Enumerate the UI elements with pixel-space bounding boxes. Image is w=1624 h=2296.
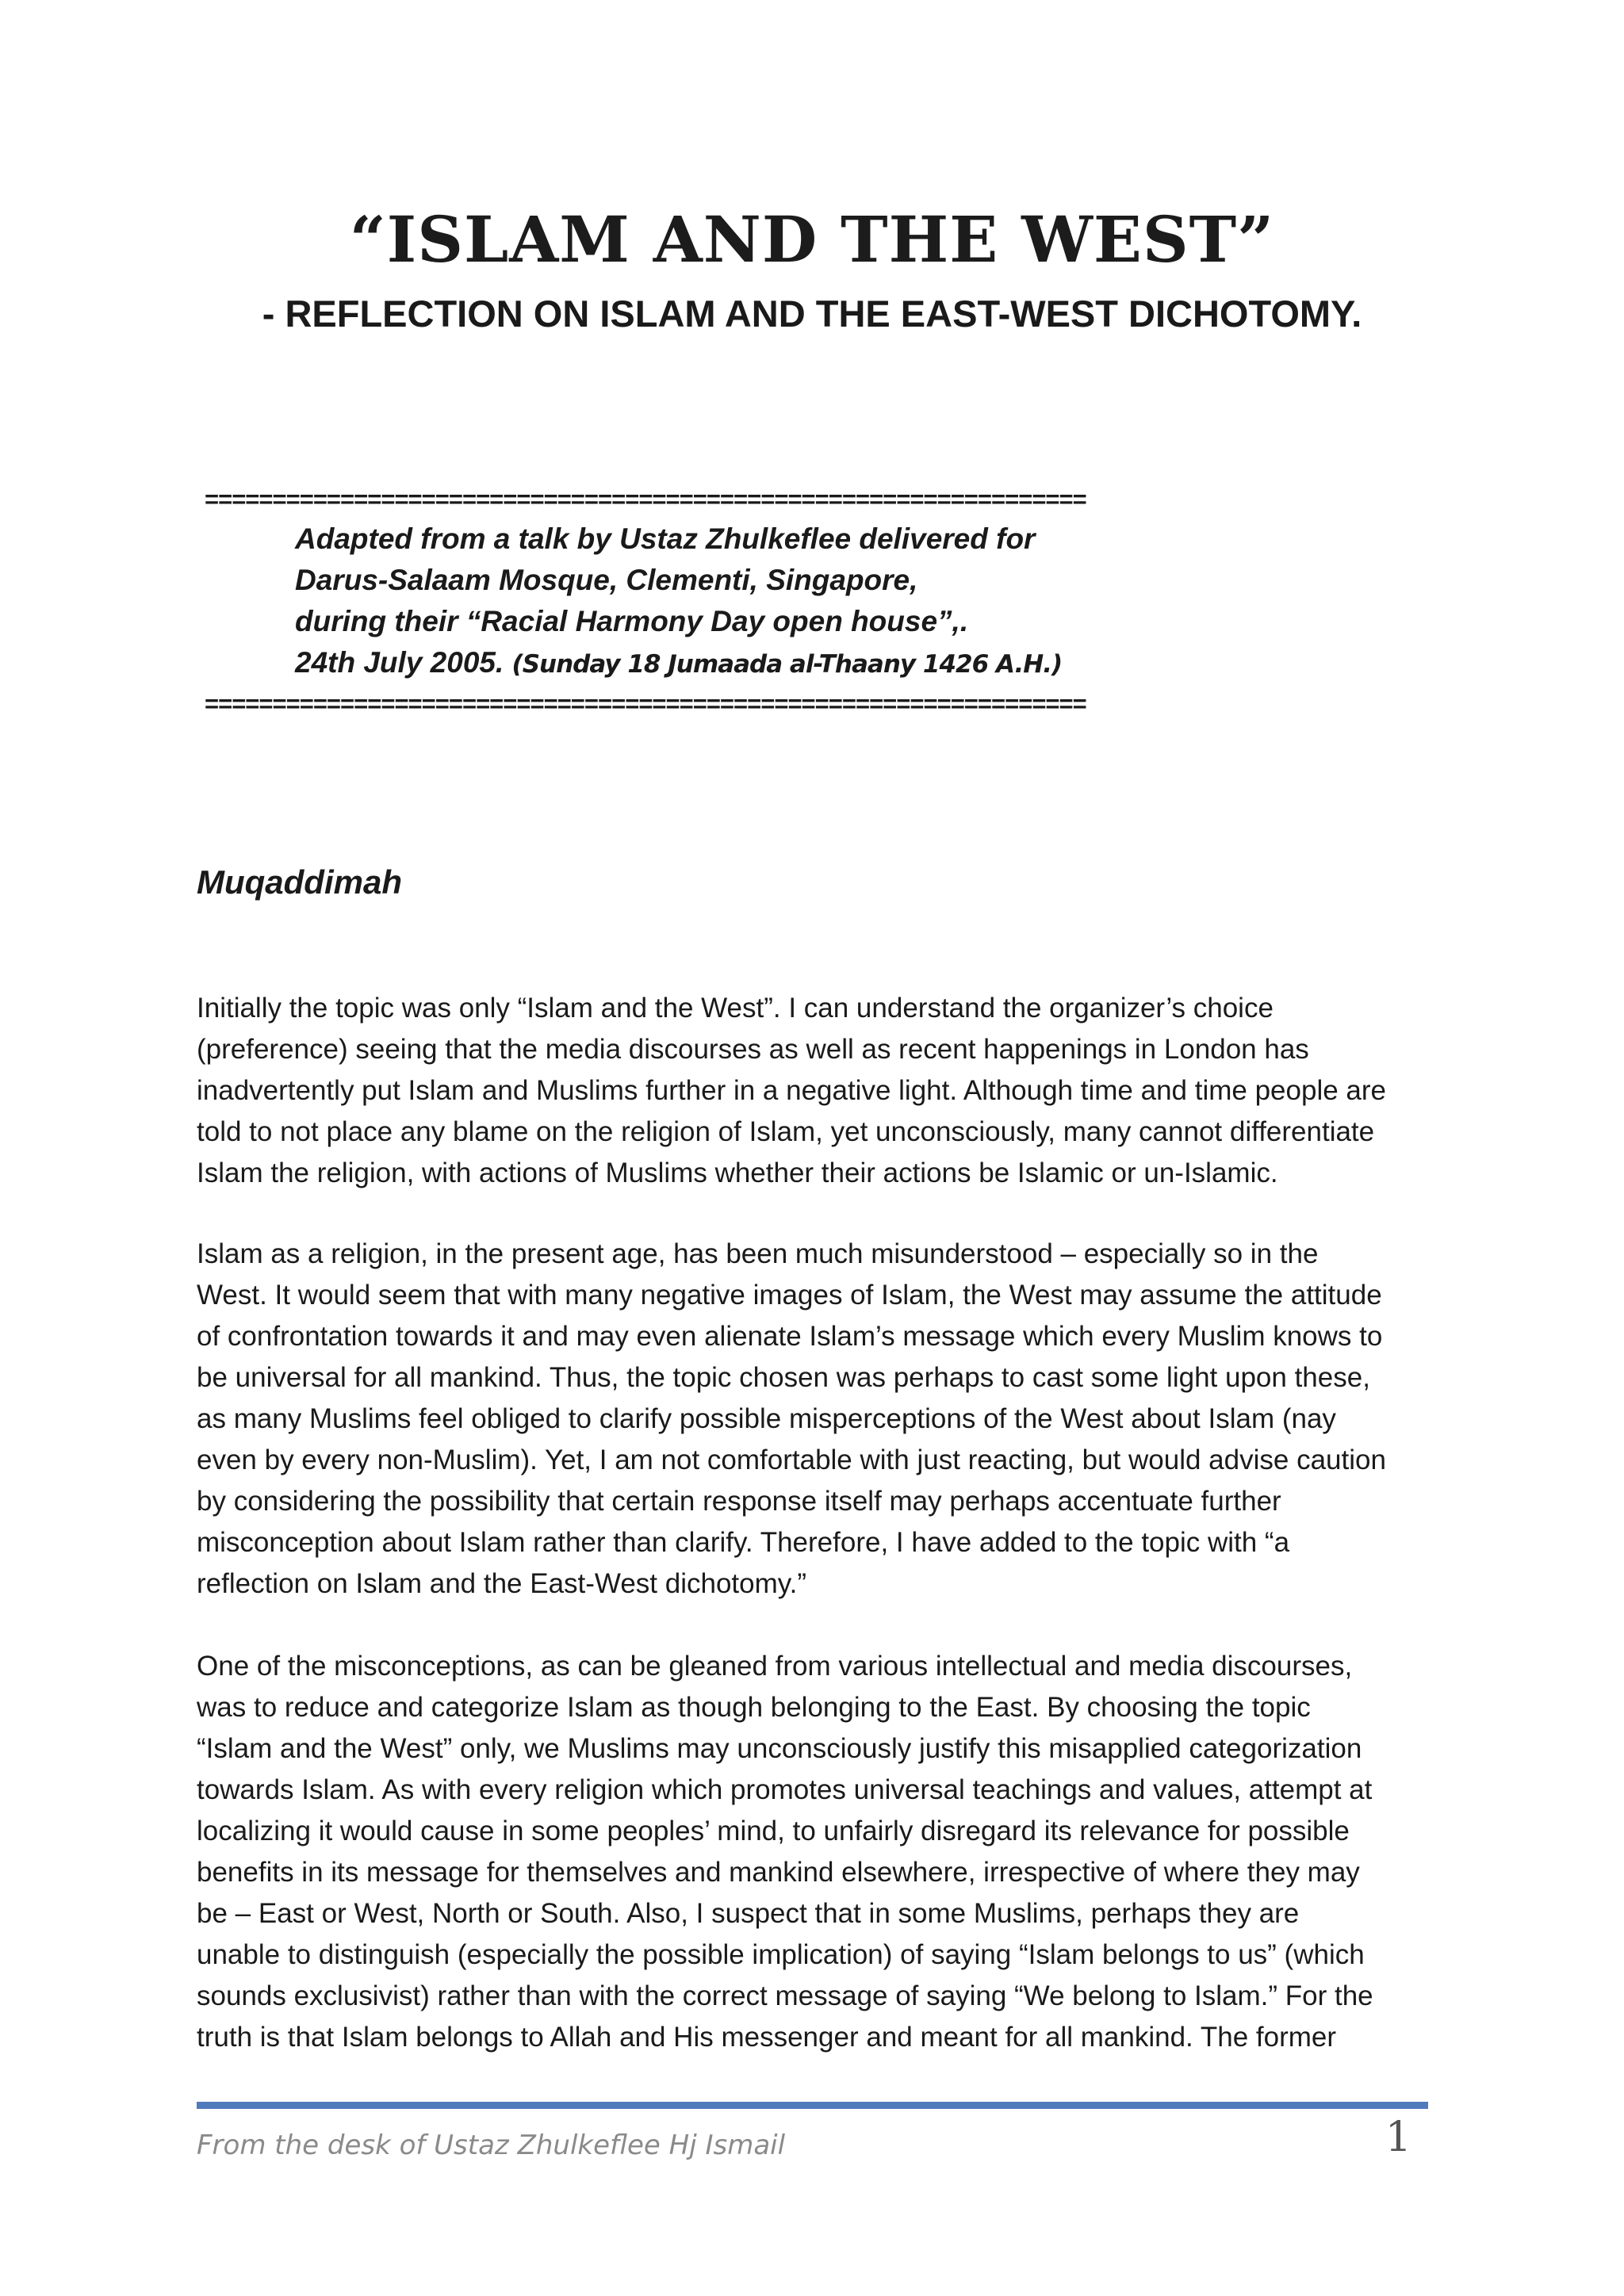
paragraph-2 — [197, 1234, 1434, 1605]
credit-hijri-date: (Sunday 18 Jumaada al-Thaany 1426 A.H.) — [511, 650, 1063, 679]
paragraph-line: misconception about Islam rather than clarify. Therefore, I have added to the topic with “a — [197, 1527, 1290, 1558]
paragraph-line: told to not place any blame on the religion of Islam, yet unconsciously, many cannot differentiate — [197, 1116, 1375, 1147]
paragraph-3 — [197, 1646, 1434, 2058]
credit-line-3: during their “Racial Harmony Day open house”,. — [295, 605, 969, 637]
paragraph-line: as many Muslims feel obliged to clarify possible misperceptions of the West about Islam (nay — [197, 1403, 1336, 1434]
paragraph-line: was to reduce and categorize Islam as though belonging to the East. By choosing the topic — [197, 1692, 1311, 1723]
footer-rule — [197, 2102, 1428, 2109]
paragraph-line: towards Islam. As with every religion which promotes universal teachings and values, attempt at — [197, 1774, 1373, 1805]
credit-line-1: Adapted from a talk by Ustaz Zhulkeflee delivered for — [295, 522, 1036, 555]
paragraph-line: even by every non-Muslim). Yet, I am not comfortable with just reacting, but would advise caution — [197, 1445, 1386, 1475]
paragraph-1 — [197, 988, 1434, 1194]
section-heading: Muqaddimah — [197, 863, 402, 901]
credit-line-2: Darus-Salaam Mosque, Clementi, Singapore, — [295, 564, 918, 596]
document-title: “ISLAM AND THE WEST” — [349, 202, 1275, 277]
paragraph-line: (preference) seeing that the media discourses as well as recent happenings in London has — [197, 1034, 1309, 1065]
paragraph-line: by considering the possibility that certain response itself may perhaps accentuate further — [197, 1486, 1281, 1517]
paragraph-line: Initially the topic was only “Islam and the West”. I can understand the organizer’s choice — [197, 993, 1274, 1024]
paragraph-line: of confrontation towards it and may even alienate Islam’s message which every Muslim knows to — [197, 1321, 1383, 1352]
paragraph-line: be universal for all mankind. Thus, the topic chosen was perhaps to cast some light upon these, — [197, 1362, 1370, 1393]
paragraph-line: West. It would seem that with many negative images of Islam, the West may assume the attitude — [197, 1280, 1382, 1311]
document-subtitle: - REFLECTION ON ISLAM AND THE EAST-WEST DICHOTOMY. — [262, 293, 1362, 335]
paragraph-line: Islam as a religion, in the present age, has been much misunderstood – especially so in the — [197, 1238, 1319, 1269]
paragraph-line: sounds exclusivist) rather than with the correct message of saying “We belong to Islam.” For the — [197, 1980, 1373, 2011]
talk-credits — [295, 519, 1062, 685]
paragraph-line: truth is that Islam belongs to Allah and His messenger and meant for all mankind. The former — [197, 2022, 1337, 2053]
paragraph-line: unable to distinguish (especially the possible implication) of saying “Islam belongs to us” (which — [197, 1939, 1365, 1970]
page-number: 1 — [1385, 2114, 1411, 2161]
paragraph-line: benefits in its message for themselves and mankind elsewhere, irrespective of where they may — [197, 1857, 1360, 1888]
credit-date: 24th July 2005. — [295, 646, 504, 679]
paragraph-line: reflection on Islam and the East-West dichotomy.” — [197, 1568, 807, 1599]
paragraph-line: be – East or West, North or South. Also, I suspect that in some Muslims, perhaps they are — [197, 1898, 1300, 1929]
separator-top: ================================================================= — [205, 485, 1086, 513]
paragraph-line: Islam the religion, with actions of Muslims whether their actions be Islamic or un-Islamic. — [197, 1158, 1278, 1188]
paragraph-line: One of the misconceptions, as can be gleaned from various intellectual and media discourses, — [197, 1651, 1353, 1682]
paragraph-line: localizing it would cause in some peoples’ mind, to unfairly disregard its relevance for possible — [197, 1816, 1350, 1846]
paragraph-line: inadvertently put Islam and Muslims further in a negative light. Although time and time people are — [197, 1075, 1386, 1106]
paragraph-line: “Islam and the West” only, we Muslims may unconsciously justify this misapplied categorization — [197, 1733, 1362, 1764]
separator-bottom: ================================================================= — [205, 690, 1086, 718]
footer-text: From the desk of Ustaz Zhulkeflee Hj Ismail — [197, 2130, 786, 2161]
credit-date-line — [295, 642, 1062, 685]
